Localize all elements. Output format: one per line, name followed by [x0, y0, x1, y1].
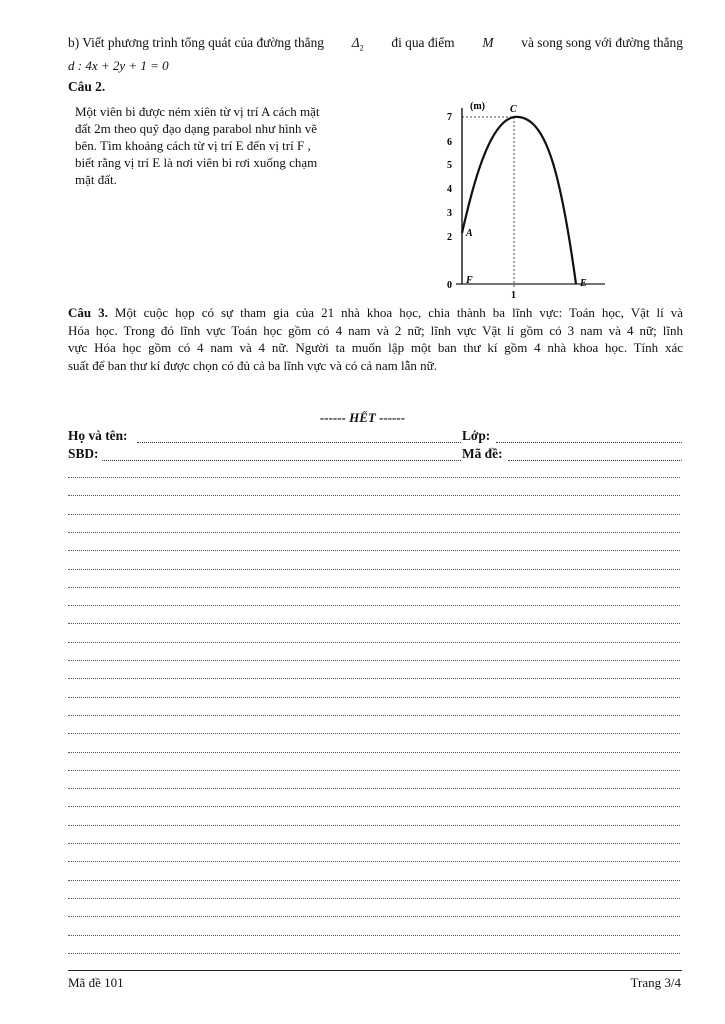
y-tick-6: 6: [447, 137, 452, 148]
answer-line[interactable]: [68, 550, 680, 551]
q3-heading: Câu 3.: [68, 305, 108, 320]
q2-line: Một viên bi được ném xiên từ vị trí A cách mặt: [75, 104, 320, 119]
answer-line[interactable]: [68, 715, 680, 716]
sbd-label: SBD:: [68, 446, 99, 461]
name-field[interactable]: [137, 442, 461, 443]
q3-body: [68, 304, 683, 374]
answer-line[interactable]: [68, 678, 680, 679]
end-marker: ------ HẾT ------: [319, 410, 406, 425]
answer-line[interactable]: [68, 953, 680, 954]
class-label: Lớp:: [462, 428, 491, 443]
part-b-line-1: [68, 35, 683, 53]
y-tick-4: 4: [447, 184, 452, 195]
answer-line[interactable]: [68, 587, 680, 588]
footer-page-number: Trang 3/4: [630, 975, 681, 990]
y-tick-2: 2: [447, 232, 452, 243]
q3-line: suất để ban thư kí được chọn có đủ cả ba lĩnh vực và có cả nam lẫn nữ.: [68, 357, 437, 373]
parabola-curve: [462, 117, 576, 284]
point-m: M: [482, 35, 494, 50]
answer-line[interactable]: [68, 514, 680, 515]
answer-line[interactable]: [68, 733, 680, 734]
point-e-label: E: [580, 278, 587, 289]
part-b-text-1: b) Viết phương trình tổng quát của đường thẳng: [68, 35, 324, 50]
answer-line[interactable]: [68, 660, 680, 661]
sbd-field[interactable]: [102, 460, 461, 461]
answer-line[interactable]: [68, 605, 680, 606]
answer-line[interactable]: [68, 861, 680, 862]
answer-line[interactable]: [68, 788, 680, 789]
part-b-text-2: đi qua điểm: [391, 35, 455, 50]
answer-line[interactable]: [68, 532, 680, 533]
answer-line[interactable]: [68, 477, 680, 478]
q2-line: mặt đất.: [75, 172, 117, 187]
answer-line[interactable]: [68, 697, 680, 698]
q2-body: [75, 103, 360, 188]
answer-line[interactable]: [68, 916, 680, 917]
class-field[interactable]: [496, 442, 682, 443]
answer-line[interactable]: [68, 880, 680, 881]
y-tick-5: 5: [447, 160, 452, 171]
point-f-label: F: [466, 275, 473, 286]
answer-line[interactable]: [68, 935, 680, 936]
answer-line[interactable]: [68, 752, 680, 753]
exam-code-field[interactable]: [508, 460, 682, 461]
y-tick-0: 0: [447, 280, 452, 291]
y-tick-7: 7: [447, 112, 452, 123]
q3-line: Câu 3. Một cuộc họp có sự tham gia của 21 nhà khoa học, chia thành ba lĩnh vực: Toán học, Vật lí và: [68, 305, 683, 320]
part-b-text-3: và song song với đường thẳng: [521, 35, 683, 50]
y-unit-label: (m): [470, 101, 485, 112]
line-d-equation: d : 4x + 2y + 1 = 0: [68, 58, 169, 73]
x-tick-1: 1: [511, 290, 516, 301]
point-a-label: A: [466, 228, 473, 239]
q3-line: Hóa học. Trong đó lĩnh vực Toán học gồm có 4 nam và 2 nữ; lĩnh vực Vật lí gồm có 3 nam và 4 nữ; lĩnh: [68, 322, 683, 338]
q2-heading: Câu 2.: [68, 79, 106, 94]
q3-line: vực Hóa học gồm có 4 nam và 4 nữ. Người ta muốn lập một ban thư kí gồm 4 nhà khoa học. Tính xác: [68, 340, 683, 355]
q2-line: đất 2m theo quỹ đạo dạng parabol như hình vẽ: [75, 121, 318, 136]
exam-code-label: Mã đề:: [462, 446, 503, 461]
answer-line[interactable]: [68, 843, 680, 844]
y-tick-3: 3: [447, 208, 452, 219]
answer-line[interactable]: [68, 770, 680, 771]
q2-line: biết rằng vị trí E là nơi viên bi rơi xuống chạm: [75, 155, 318, 170]
answer-line[interactable]: [68, 569, 680, 570]
answer-line[interactable]: [68, 623, 680, 624]
point-c-label: C: [510, 104, 517, 115]
answer-line[interactable]: [68, 642, 680, 643]
footer-exam-code: Mã đề 101: [68, 975, 124, 990]
answer-line[interactable]: [68, 495, 680, 496]
parabola-figure: [400, 98, 610, 303]
delta-symbol: $\Delta_2$: [351, 35, 364, 53]
answer-line[interactable]: [68, 898, 680, 899]
q2-line: bên. Tìm khoảng cách từ vị trí E đến vị trí F ,: [75, 138, 311, 153]
answer-line[interactable]: [68, 806, 680, 807]
footer-rule: [68, 970, 682, 971]
name-label: Họ và tên:: [68, 428, 128, 443]
answer-line[interactable]: [68, 825, 680, 826]
